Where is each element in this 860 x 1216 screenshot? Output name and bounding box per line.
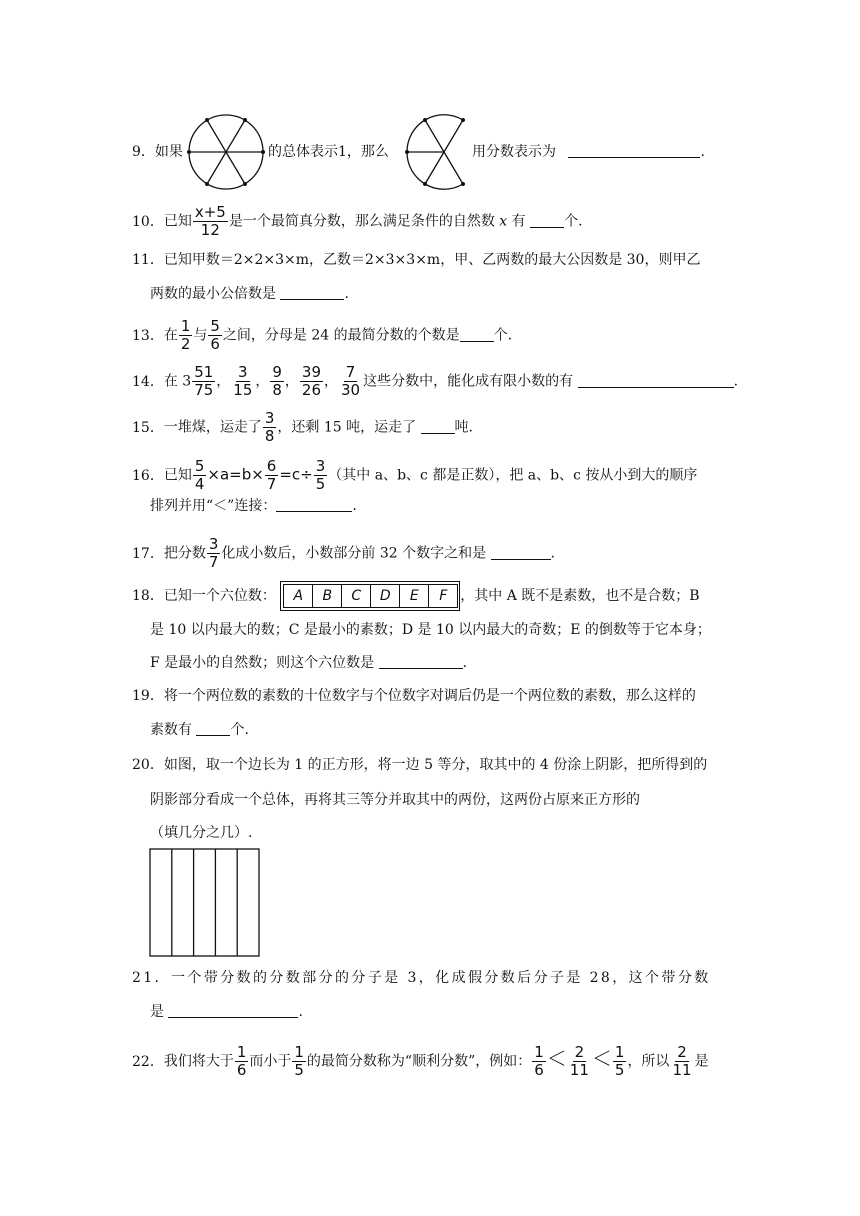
numerator: 6 bbox=[266, 457, 277, 475]
question-11-line-2 bbox=[150, 284, 750, 304]
numerator: 1 bbox=[236, 1043, 247, 1061]
q10-text-2: 是一个最简真分数，那么满足条件的自然数 bbox=[228, 213, 495, 230]
question-15 bbox=[132, 410, 750, 445]
fraction bbox=[193, 458, 207, 493]
less-than-sign: ＜ bbox=[591, 1046, 612, 1071]
numerator: 1 bbox=[534, 1043, 544, 1061]
question-21-line-2 bbox=[150, 1002, 750, 1022]
digit-box: B bbox=[312, 584, 342, 608]
period: . bbox=[298, 1004, 303, 1020]
denominator: 11 bbox=[569, 1061, 589, 1079]
digit-box: F bbox=[428, 584, 458, 608]
q9-text-3-line bbox=[472, 142, 750, 162]
fraction bbox=[292, 1044, 306, 1079]
fraction bbox=[670, 1044, 693, 1079]
fraction bbox=[300, 364, 323, 399]
answer-blank[interactable] bbox=[421, 419, 455, 434]
digit-box: D bbox=[370, 584, 400, 608]
numerator: 7 bbox=[345, 363, 356, 381]
denominator: 4 bbox=[194, 475, 205, 493]
fraction bbox=[339, 364, 362, 399]
digit-box: E bbox=[399, 584, 429, 608]
q18-text-2: ，其中 A 既不是素数，也不是合数；B bbox=[460, 588, 700, 604]
q15-text-3: 吨. bbox=[454, 419, 473, 436]
six-digit-boxes bbox=[280, 581, 460, 611]
question-number: 18． bbox=[132, 588, 164, 604]
question-18-line-2 bbox=[150, 620, 750, 640]
denominator: 12 bbox=[200, 221, 220, 239]
separator: ， bbox=[216, 373, 231, 390]
answer-blank[interactable] bbox=[578, 373, 734, 388]
question-18-line-3 bbox=[150, 653, 750, 673]
question-number: 10． bbox=[132, 213, 164, 230]
period: . bbox=[462, 655, 468, 671]
denominator: 11 bbox=[672, 1061, 692, 1079]
q9-text-3: 用分数表示为 bbox=[472, 144, 556, 160]
denominator: 8 bbox=[272, 381, 282, 399]
denominator: 7 bbox=[208, 553, 219, 571]
fraction bbox=[193, 204, 228, 239]
q17-text-1: 把分数 bbox=[163, 545, 206, 562]
q10-text-3: 有 bbox=[511, 213, 526, 230]
question-number: 16． bbox=[132, 467, 164, 484]
question-number: 14． bbox=[132, 373, 164, 390]
separator: ， bbox=[324, 373, 339, 390]
numerator: 1 bbox=[180, 317, 191, 335]
separator: ， bbox=[255, 373, 270, 390]
denominator: 15 bbox=[233, 381, 253, 399]
fraction bbox=[613, 1044, 627, 1079]
variable: x bbox=[499, 213, 508, 230]
question-number: 11． bbox=[132, 252, 164, 268]
numerator: 1 bbox=[294, 1043, 304, 1061]
question-16 bbox=[132, 458, 750, 493]
denominator: 2 bbox=[180, 335, 191, 353]
q13-text-1: 在 bbox=[163, 327, 178, 344]
answer-blank[interactable] bbox=[460, 327, 494, 342]
numerator: 51 bbox=[194, 363, 214, 381]
math-expression: ×a=b× bbox=[207, 465, 264, 484]
answer-blank[interactable] bbox=[276, 497, 352, 512]
q21-line-2: 是 bbox=[150, 1004, 164, 1020]
question-22 bbox=[132, 1044, 750, 1079]
question-number: 17． bbox=[132, 545, 164, 562]
period: . bbox=[344, 286, 349, 302]
q15-text-1: 一堆煤，运走了 bbox=[163, 419, 262, 436]
question-number: 19． bbox=[132, 688, 164, 704]
q16-text-2: （其中 a、b、c 都是正数），把 a、b、c 按从小到大的顺序 bbox=[328, 467, 698, 484]
fraction bbox=[532, 1044, 546, 1079]
question-17 bbox=[132, 536, 750, 571]
question-number: 22． bbox=[132, 1053, 164, 1070]
q13-text-3: 之间，分母是 24 的最简分数的个数是 bbox=[222, 327, 460, 344]
q9-text-2: 的总体表示1，那么 bbox=[268, 144, 389, 160]
fraction bbox=[265, 458, 279, 493]
numerator: 5 bbox=[194, 457, 205, 475]
answer-blank[interactable] bbox=[280, 285, 344, 300]
denominator: 5 bbox=[294, 1061, 304, 1079]
q10-text-1: 已知 bbox=[163, 213, 192, 230]
q17-text-2: 化成小数后，小数部分前 32 个数字之和是 bbox=[221, 545, 487, 562]
numerator: 3 bbox=[208, 535, 219, 553]
period: . bbox=[352, 498, 357, 514]
question-13 bbox=[132, 318, 750, 353]
q9-text-1: 如果 bbox=[154, 144, 183, 160]
denominator: 26 bbox=[301, 381, 322, 399]
q14-text-2: 这些分数中，能化成有限小数的有 bbox=[363, 373, 574, 390]
question-number: 20． bbox=[132, 757, 164, 773]
denominator: 5 bbox=[315, 475, 326, 493]
q14-text-1: 在 3 bbox=[163, 373, 192, 390]
fraction bbox=[270, 364, 284, 399]
q10-text-4: 个. bbox=[564, 213, 583, 230]
fraction bbox=[192, 364, 215, 399]
q13-text-2: 与 bbox=[193, 327, 208, 344]
numerator: 2 bbox=[677, 1043, 687, 1061]
denominator: 6 bbox=[210, 335, 220, 353]
question-number: 13． bbox=[132, 327, 164, 344]
numerator: 3 bbox=[264, 409, 275, 427]
denominator: 6 bbox=[534, 1061, 544, 1079]
q13-text-4: 个. bbox=[493, 327, 513, 344]
question-number: 21． bbox=[132, 970, 172, 986]
numerator: x+5 bbox=[194, 203, 226, 221]
answer-blank[interactable] bbox=[491, 545, 551, 560]
answer-blank[interactable] bbox=[196, 721, 230, 736]
fraction bbox=[207, 536, 221, 571]
q22-text-2: 而小于 bbox=[249, 1053, 292, 1070]
question-18 bbox=[132, 581, 750, 611]
q18-line-2: 是 10 以内最大的数；C 是最小的素数；D 是 10 以内最大的奇数；E 的倒数等于它本身； bbox=[150, 622, 711, 638]
question-10 bbox=[132, 204, 750, 239]
q22-text-4: ，所以 bbox=[627, 1053, 670, 1070]
fraction bbox=[568, 1044, 591, 1079]
digit-box: C bbox=[341, 584, 371, 608]
question-11 bbox=[132, 250, 750, 270]
denominator: 6 bbox=[236, 1061, 247, 1079]
question-20-line-3 bbox=[150, 823, 750, 843]
fraction bbox=[231, 364, 254, 399]
full-circle-figure bbox=[186, 113, 266, 191]
numerator: 1 bbox=[614, 1043, 625, 1061]
denominator: 5 bbox=[614, 1061, 625, 1079]
q22-text-1: 我们将大于 bbox=[163, 1053, 234, 1070]
question-21 bbox=[132, 968, 750, 988]
q20-line-1: 如图，取一个边长为 1 的正方形，将一边 5 等分，取其中的 4 份涂上阴影，把所得到的 bbox=[163, 757, 708, 773]
less-than-sign: ＜ bbox=[546, 1046, 567, 1071]
q22-text-5: 是 bbox=[694, 1053, 709, 1070]
digit-box: A bbox=[283, 584, 313, 608]
q20-line-3: （填几分之几）. bbox=[150, 825, 253, 841]
q11-line-1: 已知甲数＝2×2×3×m，乙数＝2×3×3×m，甲、乙两数的最大公因数是 30，则甲乙 bbox=[163, 252, 701, 268]
q19-line-2: 素数有 bbox=[150, 722, 192, 738]
fraction bbox=[208, 318, 222, 353]
q22-text-3: 的最简分数称为“顺利分数”，例如： bbox=[306, 1053, 532, 1070]
q20-line-2: 阴影部分看成一个总体，再将其三等分并取其中的两份，这两份占原来正方形的 bbox=[150, 792, 640, 808]
q19-line-1: 将一个两位数的素数的十位数字与个位数字对调后仍是一个两位数的素数，那么这样的 bbox=[163, 688, 696, 704]
numerator: 2 bbox=[574, 1043, 585, 1061]
denominator: 30 bbox=[341, 381, 361, 399]
question-20-line-2 bbox=[150, 790, 750, 810]
question-14 bbox=[132, 364, 750, 399]
question-20 bbox=[132, 755, 750, 775]
square-divided-figure bbox=[149, 848, 261, 958]
fraction bbox=[314, 458, 328, 493]
answer-blank[interactable] bbox=[530, 213, 564, 228]
fraction bbox=[263, 410, 277, 445]
q11-line-2: 两数的最小公倍数是 bbox=[150, 286, 276, 302]
answer-blank[interactable] bbox=[379, 654, 463, 669]
numerator: 39 bbox=[301, 363, 322, 381]
q16-text-1: 已知 bbox=[163, 467, 192, 484]
question-number: 9． bbox=[132, 144, 155, 160]
q18-line-3: F 是最小的自然数；则这个六位数是 bbox=[150, 655, 375, 671]
answer-blank[interactable] bbox=[168, 1003, 298, 1018]
question-16-line-2 bbox=[150, 496, 750, 516]
answer-blank[interactable] bbox=[568, 143, 700, 158]
denominator: 8 bbox=[264, 427, 275, 445]
separator: ， bbox=[284, 373, 299, 390]
denominator: 7 bbox=[266, 475, 277, 493]
question-19 bbox=[132, 686, 750, 706]
period: . bbox=[550, 545, 555, 562]
q21-line-1: 一个带分数的分数部分的分子是 3，化成假分数后分子是 28，这个带分数 bbox=[171, 970, 711, 986]
numerator: 3 bbox=[238, 363, 248, 381]
question-19-line-2 bbox=[150, 720, 750, 740]
numerator: 9 bbox=[272, 363, 282, 381]
q18-text-1: 已知一个六位数： bbox=[163, 588, 276, 604]
numerator: 5 bbox=[210, 317, 220, 335]
question-number: 15． bbox=[132, 419, 164, 436]
q15-text-2: ，还剩 15 吨，运走了 bbox=[277, 419, 417, 436]
fraction bbox=[235, 1044, 249, 1079]
period: . bbox=[733, 373, 739, 390]
denominator: 75 bbox=[194, 381, 214, 399]
fraction bbox=[179, 318, 193, 353]
q19-line-2b: 个. bbox=[230, 722, 249, 738]
numerator: 3 bbox=[315, 457, 326, 475]
q16-line-2: 排列并用“＜”连接： bbox=[150, 498, 277, 514]
period: . bbox=[700, 144, 705, 160]
math-expression: =c÷ bbox=[279, 465, 313, 484]
